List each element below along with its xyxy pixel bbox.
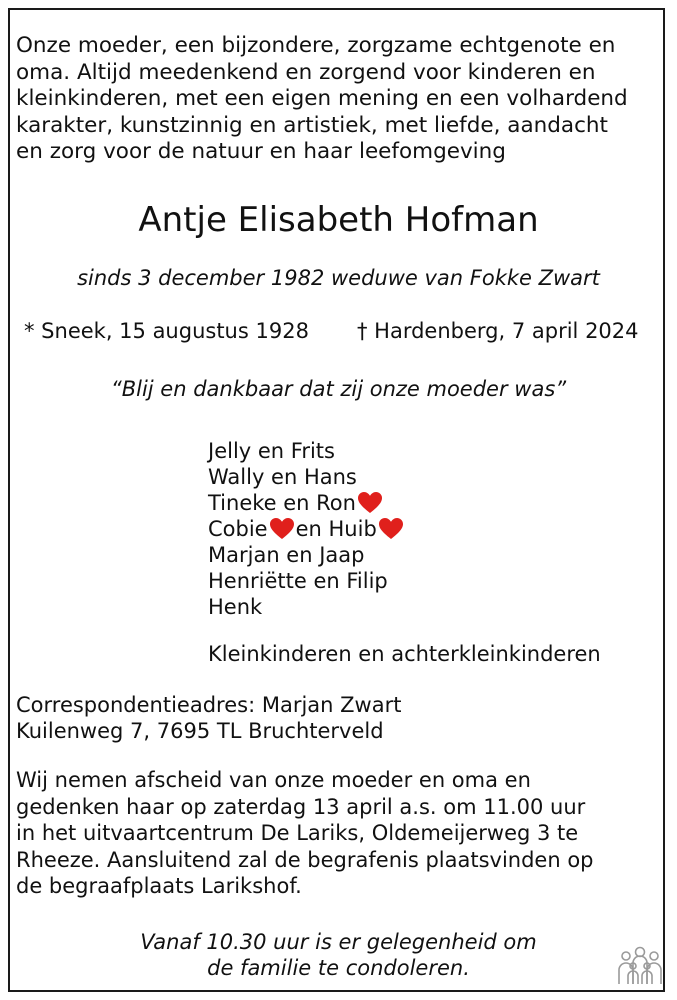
condolence-info bbox=[0, 929, 677, 981]
child-line bbox=[208, 438, 405, 464]
correspondence-address bbox=[16, 692, 401, 744]
ceremony-line: Rheeze. Aansluitend zal de begrafenis plaatsvinden op bbox=[16, 847, 594, 872]
child-name: Henk bbox=[208, 595, 263, 619]
intro-line: en zorg voor de natuur en haar leefomgeving bbox=[16, 139, 506, 164]
child-name: Henriëtte en Filip bbox=[208, 569, 388, 593]
grandchildren-line: Kleinkinderen en achterkleinkinderen bbox=[208, 642, 601, 666]
correspondence-line: Kuilenweg 7, 7695 TL Bruchterveld bbox=[16, 719, 384, 743]
widow-line: sinds 3 december 1982 weduwe van Fokke Zwart bbox=[77, 266, 600, 290]
heart-icon bbox=[378, 517, 404, 541]
child-name: Jelly en Frits bbox=[208, 439, 335, 463]
correspondence-line: Correspondentieadres: Marjan Zwart bbox=[16, 693, 402, 717]
condolence-line: de familie te condoleren. bbox=[207, 956, 470, 980]
ceremony-line: de begraafplaats Larikshof. bbox=[16, 874, 302, 898]
child-name: Wally en Hans bbox=[208, 465, 357, 489]
intro-line: oma. Altijd meedenkend en zorgend voor kinderen en bbox=[16, 59, 596, 85]
child-line bbox=[208, 464, 405, 490]
child-line bbox=[208, 542, 405, 568]
ceremony-line: Wij nemen afscheid van onze moeder en oma en bbox=[16, 768, 531, 792]
birth-info: * Sneek, 15 augustus 1928 bbox=[24, 319, 309, 343]
ceremony-line: in het uitvaartcentrum De Lariks, Oldemeijerweg 3 te bbox=[16, 821, 579, 845]
children-list bbox=[208, 438, 405, 620]
heart-icon bbox=[357, 491, 383, 515]
child-line bbox=[208, 516, 405, 542]
family-logo-icon bbox=[616, 946, 664, 986]
deceased-name: Antje Elisabeth Hofman bbox=[138, 200, 539, 240]
intro-text bbox=[16, 33, 628, 166]
child-line bbox=[208, 490, 405, 516]
quote: “Blij en dankbaar dat zij onze moeder was” bbox=[110, 377, 567, 401]
death-info: † Hardenberg, 7 april 2024 bbox=[357, 319, 639, 343]
child-name: Cobie bbox=[208, 517, 268, 541]
intro-line: karakter, kunstzinnig en artistiek, met liefde, aandacht bbox=[16, 112, 608, 138]
intro-line: Onze moeder, een bijzondere, zorgzame echtgenote en bbox=[16, 33, 616, 58]
ceremony-line: gedenken haar op zaterdag 13 april a.s. om 11.00 uur bbox=[16, 794, 586, 819]
child-name: Marjan en Jaap bbox=[208, 543, 365, 567]
child-line bbox=[208, 568, 405, 594]
child-line bbox=[208, 594, 405, 620]
ceremony-info bbox=[16, 767, 594, 900]
heart-icon bbox=[269, 517, 295, 541]
child-name: Tineke en Ron bbox=[208, 491, 356, 515]
condolence-line: Vanaf 10.30 uur is er gelegenheid om bbox=[140, 930, 537, 954]
intro-line: kleinkinderen, met een eigen mening en een volhardend bbox=[16, 86, 628, 111]
child-partner: en Huib bbox=[295, 517, 377, 541]
